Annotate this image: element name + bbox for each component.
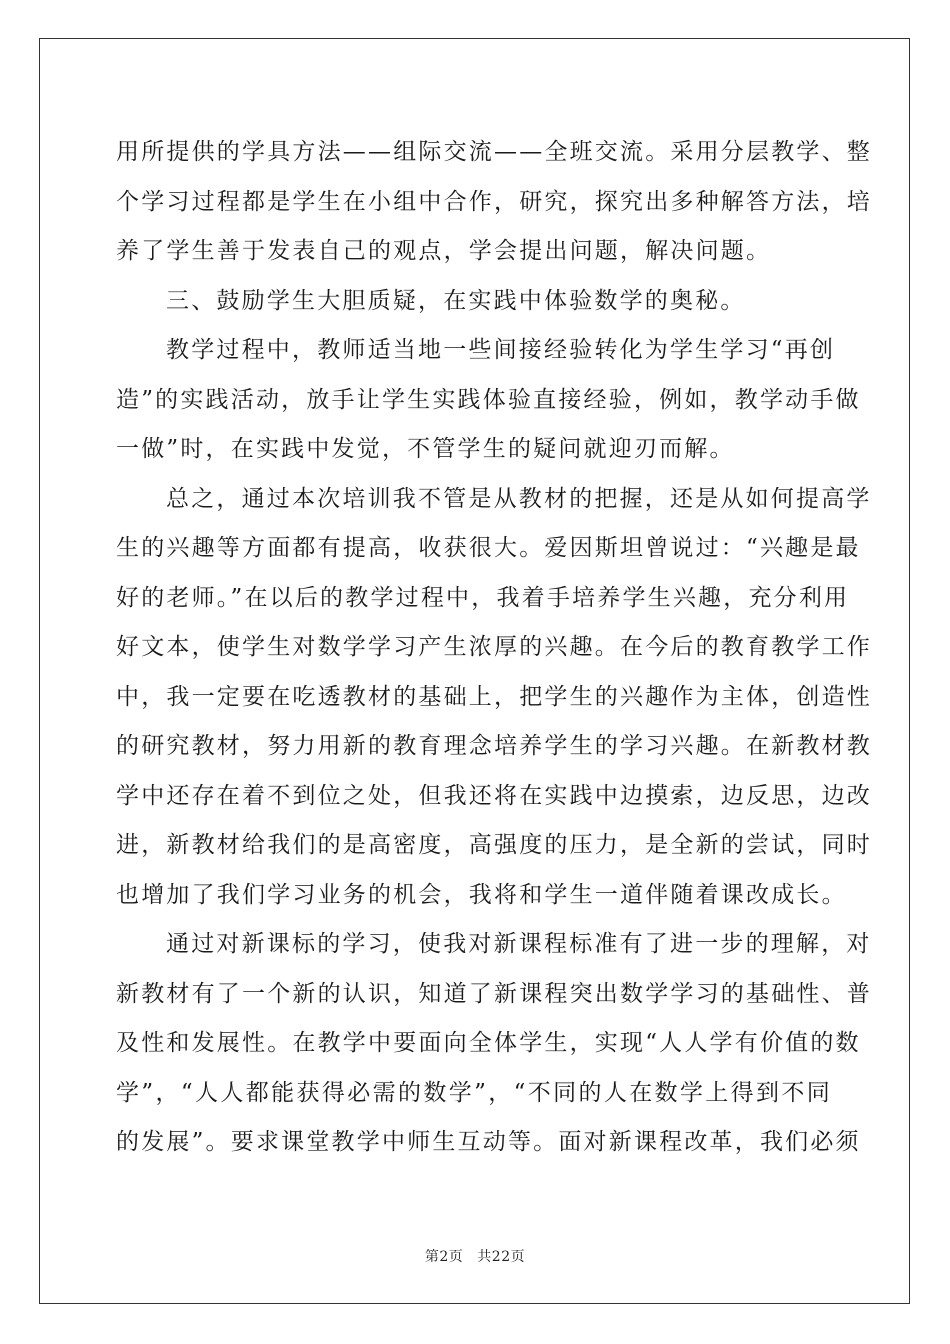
paragraph-start: 通过对新课标的学习，使我对新课程标准有了进一步的理解，对 bbox=[166, 931, 872, 957]
text-line: 学”，“人人都能获得必需的数学”，“不同的人在数学上得到不同 bbox=[116, 1079, 832, 1106]
text-line: 好的老师。”在以后的教学过程中，我着手培养学生兴趣，充分利用 bbox=[116, 584, 850, 611]
text-line: 的发展”。要求课堂教学中师生互动等。面对新课程改革，我们必须 bbox=[116, 1129, 861, 1155]
text-line: 及性和发展性。在教学中要面向全体学生，实现“人人学有价值的数 bbox=[116, 1030, 861, 1056]
paragraph-start: 教学过程中，教师适当地一些间接经验转化为学生学习“再创 bbox=[166, 337, 836, 363]
page-number: 第2页 bbox=[424, 1249, 464, 1265]
text-line: 新教材有了一个新的认识，知道了新课程突出数学学习的基础性、普 bbox=[116, 980, 872, 1007]
text-line: 好文本，使学生对数学学习产生浓厚的兴趣。在今后的教育教学工作 bbox=[116, 634, 872, 660]
paragraph-start: 总之，通过本次培训我不管是从教材的把握，还是从如何提高学 bbox=[166, 485, 872, 512]
text-line: 个学习过程都是学生在小组中合作，研究，探究出多种解答方法，培 bbox=[116, 188, 872, 215]
text-line: 中，我一定要在吃透教材的基础上，把学生的兴趣作为主体，创造性 bbox=[116, 683, 872, 710]
document-body bbox=[116, 128, 872, 1168]
text-line: 造”的实践活动，放手让学生实践体验直接经验，例如，教学动手做 bbox=[116, 386, 861, 413]
text-line: 学中还存在着不到位之处，但我还将在实践中边摸索，边反思，边改 bbox=[116, 782, 872, 809]
text-line: 生的兴趣等方面都有提高，收获很大。爱因斯坦曾说过：“兴趣是最 bbox=[116, 535, 861, 561]
page-total: 共22页 bbox=[477, 1249, 526, 1265]
text-line: 一做”时，在实践中发觉，不管学生的疑问就迎刃而解。 bbox=[116, 436, 735, 462]
text-line: 也增加了我们学习业务的机会，我将和学生一道伴随着课改成长。 bbox=[116, 881, 847, 908]
section-heading: 三、鼓励学生大胆质疑，在实践中体验数学的奥秘。 bbox=[166, 287, 746, 314]
text-line: 养了学生善于发表自己的观点，学会提出问题，解决问题。 bbox=[116, 238, 772, 264]
page-footer bbox=[0, 1246, 950, 1266]
text-line: 进，新教材给我们的是高密度，高强度的压力，是全新的尝试，同时 bbox=[116, 832, 872, 858]
text-line: 的研究教材，努力用新的教育理念培养学生的学习兴趣。在新教材教 bbox=[116, 733, 872, 759]
text-line: 用所提供的学具方法——组际交流——全班交流。采用分层教学、整 bbox=[116, 139, 872, 165]
